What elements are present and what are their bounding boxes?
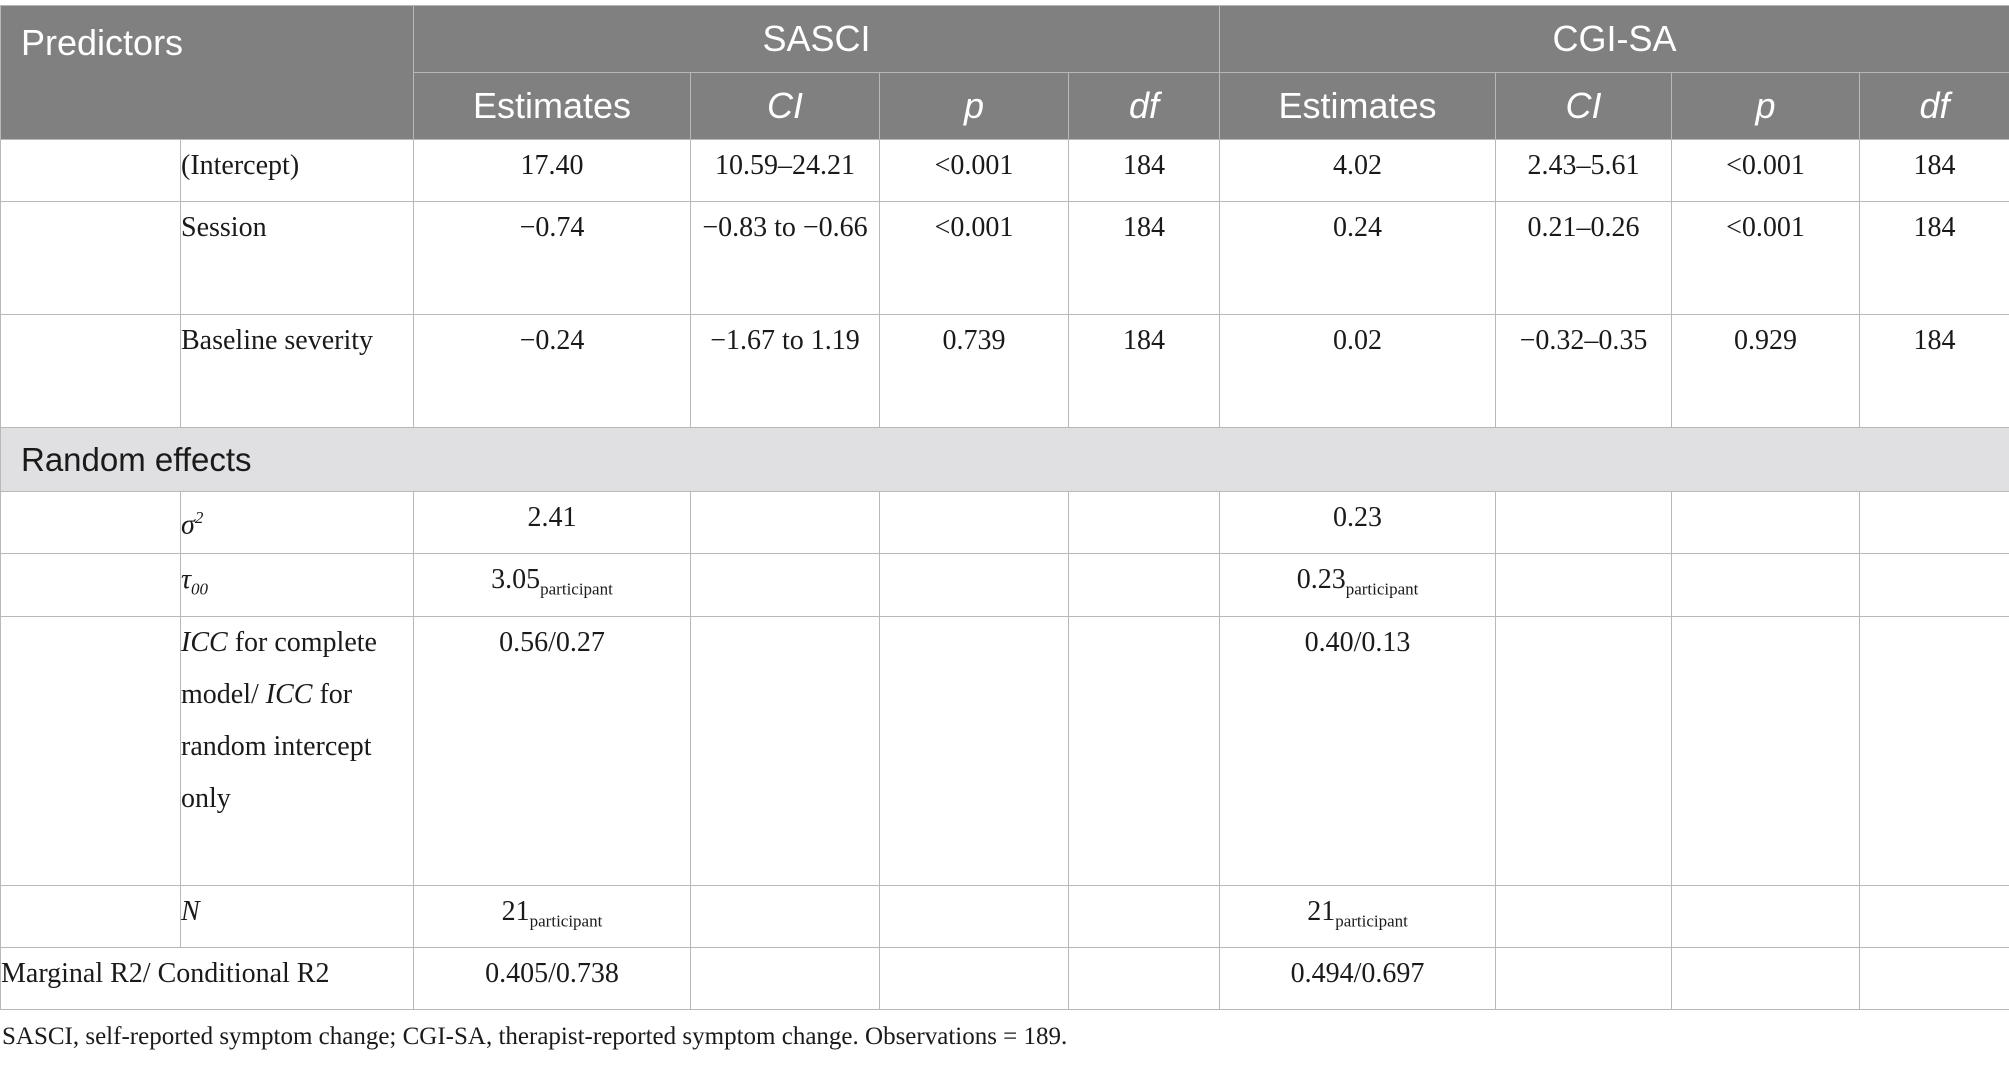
icc-c: ICC [265, 678, 313, 710]
cell: 184 [1860, 202, 2009, 315]
blank-cell [1860, 554, 2009, 617]
tau-subscript: 00 [191, 579, 209, 599]
blank-cell [880, 492, 1069, 554]
icc-a: ICC [181, 626, 228, 658]
table-row [1, 315, 2009, 428]
tau-symbol: τ [181, 564, 192, 595]
table-row [1, 492, 2009, 554]
n-cgi-value: 21 [1307, 895, 1336, 927]
sasci-group-header: SASCI [414, 6, 1220, 73]
icc-label [181, 616, 414, 885]
cell: 184 [1069, 202, 1220, 315]
cell: <0.001 [880, 202, 1069, 315]
blank-cell [1672, 948, 1860, 1010]
participant-subscript: participant [529, 911, 603, 931]
cell: <0.001 [1672, 140, 1860, 202]
blank-cell [1496, 616, 1672, 885]
cell: 184 [1860, 140, 2009, 202]
cell: 0.405/0.738 [414, 948, 691, 1010]
blank-cell [880, 885, 1069, 948]
blank-cell [1860, 948, 2009, 1010]
table-footnote: SASCI, self-reported symptom change; CGI-SA, therapist-reported symptom change. Observations = 189. [2, 1023, 1068, 1050]
blank-cell [1860, 492, 2009, 554]
sasci-ci-header: CI [691, 73, 880, 140]
header-row-groups [1, 6, 2009, 73]
icc-d: for random intercept only [181, 678, 372, 814]
blank-cell [1672, 492, 1860, 554]
cell: 0.02 [1220, 315, 1496, 428]
participant-subscript: participant [1345, 579, 1419, 599]
random-effects-section [1, 428, 2009, 492]
blank-cell [1860, 616, 2009, 885]
r2-label: Marginal R2/ Conditional R2 [1, 948, 414, 1010]
cell: 0.23 [1220, 492, 1496, 554]
cell: 17.40 [414, 140, 691, 202]
n-sasci-value: 21 [501, 895, 530, 927]
cell: −0.83 to −0.66 [691, 202, 880, 315]
cell: 0.21–0.26 [1496, 202, 1672, 315]
row-label: Session [181, 202, 414, 315]
cell: −0.74 [414, 202, 691, 315]
cell: 184 [1860, 315, 2009, 428]
cell: 0.56/0.27 [414, 616, 691, 885]
table-row [1, 554, 2009, 617]
cgi-ci-header: CI [1496, 73, 1672, 140]
blank-cell [1860, 885, 2009, 948]
blank-cell [1, 885, 181, 948]
row-label: (Intercept) [181, 140, 414, 202]
n-label: N [181, 885, 414, 948]
blank-cell [1496, 554, 1672, 617]
sigma-superscript: 2 [194, 508, 204, 527]
cell: 0.24 [1220, 202, 1496, 315]
blank-cell [691, 492, 880, 554]
cell: 0.929 [1672, 315, 1860, 428]
table-row [1, 140, 2009, 202]
sasci-estimates-header: Estimates [414, 73, 691, 140]
cell: <0.001 [880, 140, 1069, 202]
blank-cell [880, 554, 1069, 617]
table-row [1, 885, 2009, 948]
table-row [1, 202, 2009, 315]
results-table [0, 5, 2009, 1010]
blank-cell [1, 202, 181, 315]
cell: 10.59–24.21 [691, 140, 880, 202]
cell [414, 885, 691, 948]
cell [1220, 885, 1496, 948]
cell: 2.41 [414, 492, 691, 554]
blank-cell [691, 885, 880, 948]
cell: 0.40/0.13 [1220, 616, 1496, 885]
cell: 2.43–5.61 [1496, 140, 1672, 202]
section-label: Random effects [1, 428, 2009, 492]
cgi-p-header: p [1672, 73, 1860, 140]
tau-cgi-value: 0.23 [1296, 564, 1346, 595]
blank-cell [1069, 616, 1220, 885]
blank-cell [1069, 492, 1220, 554]
cell: <0.001 [1672, 202, 1860, 315]
cell: 0.494/0.697 [1220, 948, 1496, 1010]
blank-cell [880, 616, 1069, 885]
row-label: Baseline severity [181, 315, 414, 428]
tau-label [181, 554, 414, 617]
cell: 184 [1069, 140, 1220, 202]
participant-subscript: participant [1335, 911, 1408, 931]
cell: −0.24 [414, 315, 691, 428]
cell [414, 554, 691, 617]
participant-subscript: participant [540, 579, 613, 599]
blank-cell [1, 140, 181, 202]
blank-cell [1496, 948, 1672, 1010]
sigma-symbol: σ [181, 509, 195, 541]
blank-cell [1672, 616, 1860, 885]
predictors-header: Predictors [1, 6, 414, 140]
table-row [1, 948, 2009, 1010]
blank-cell [1, 315, 181, 428]
sasci-p-header: p [880, 73, 1069, 140]
table-row [1, 616, 2009, 885]
blank-cell [1496, 885, 1672, 948]
blank-cell [1, 554, 181, 617]
icc-b: for complete model/ [181, 626, 377, 710]
blank-cell [1069, 885, 1220, 948]
blank-cell [691, 616, 880, 885]
blank-cell [1672, 554, 1860, 617]
sigma-label [181, 492, 414, 554]
blank-cell [691, 554, 880, 617]
cell: 4.02 [1220, 140, 1496, 202]
blank-cell [1, 616, 181, 885]
cell: −0.32–0.35 [1496, 315, 1672, 428]
cgi-group-header: CGI-SA [1220, 6, 2009, 73]
blank-cell [880, 948, 1069, 1010]
sasci-df-header: df [1069, 73, 1220, 140]
blank-cell [1069, 948, 1220, 1010]
blank-cell [1069, 554, 1220, 617]
cell [1220, 554, 1496, 617]
cell: −1.67 to 1.19 [691, 315, 880, 428]
blank-cell [1, 492, 181, 554]
cgi-estimates-header: Estimates [1220, 73, 1496, 140]
blank-cell [1672, 885, 1860, 948]
blank-cell [1496, 492, 1672, 554]
cell: 184 [1069, 315, 1220, 428]
cell: 0.739 [880, 315, 1069, 428]
cgi-df-header: df [1860, 73, 2009, 140]
tau-sasci-value: 3.05 [491, 564, 541, 595]
blank-cell [691, 948, 880, 1010]
